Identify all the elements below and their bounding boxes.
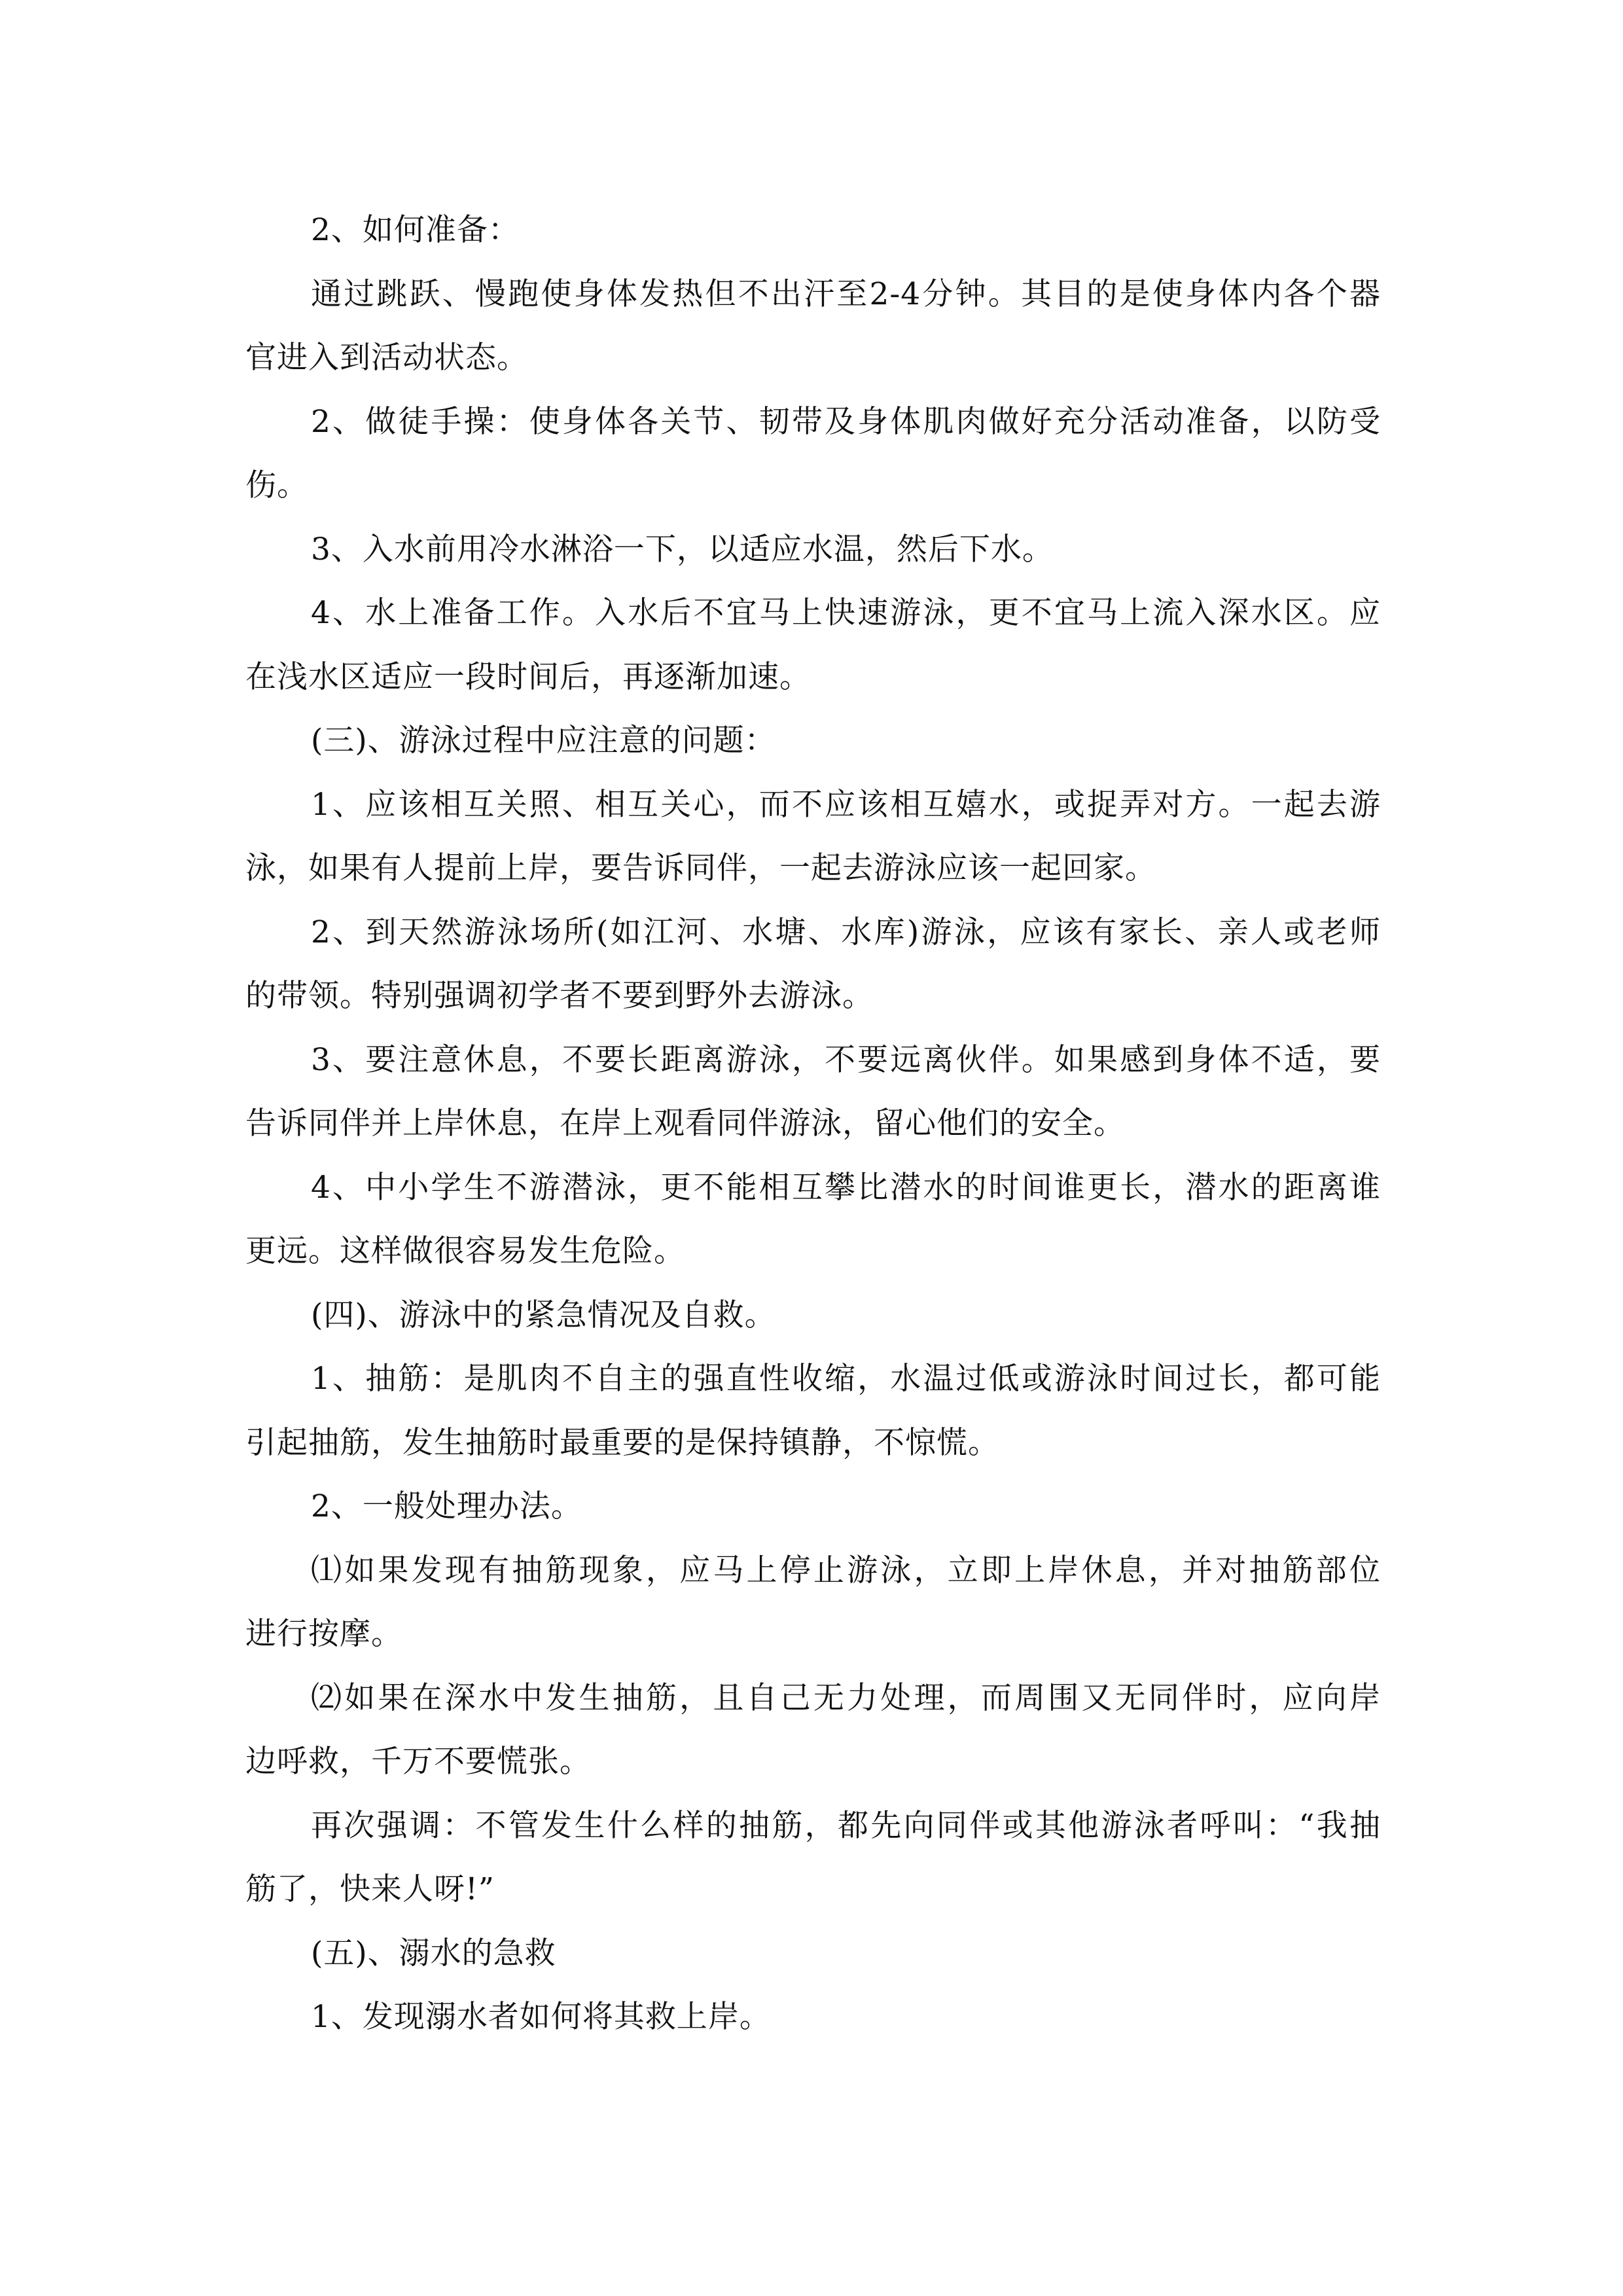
paragraph-line: 3、入水前用冷水淋浴一下，以适应水温，然后下水。 <box>311 531 1054 567</box>
paragraph-line: 泳，如果有人提前上岸，要告诉同伴，一起去游泳应该一起回家。 <box>245 850 1156 886</box>
paragraph-line: 再次强调：不管发生什么样的抽筋，都先向同伴或其他游泳者呼叫：“我抽 <box>311 1807 1381 1844</box>
paragraph-line: 进行按摩。 <box>245 1616 402 1652</box>
paragraph-line: 1、发现溺水者如何将其救上岸。 <box>311 1999 771 2035</box>
section-heading-3: (三)、游泳过程中应注意的问题： <box>311 723 776 759</box>
paragraph-line: 1、应该相互关照、相互关心，而不应该相互嬉水，或捉弄对方。一起去游 <box>311 786 1381 823</box>
body-text <box>245 198 1381 2049</box>
paragraph-line: 伤。 <box>245 467 308 503</box>
paragraph-line: 在浅水区适应一段时间后，再逐渐加速。 <box>245 658 811 695</box>
paragraph-line: 引起抽筋，发生抽筋时最重要的是保持镇静，不惊慌。 <box>245 1424 999 1461</box>
paragraph-line: 边呼救，千万不要慌张。 <box>245 1744 591 1780</box>
paragraph-line: 1、抽筋：是肌肉不自主的强直性收缩，水温过低或游泳时间过长，都可能 <box>311 1361 1381 1397</box>
paragraph-line: 4、水上准备工作。入水后不宜马上快速游泳，更不宜马上流入深水区。应 <box>311 595 1381 631</box>
paragraph-line: 3、要注意休息，不要长距离游泳，不要远离伙伴。如果感到身体不适，要 <box>311 1041 1381 1078</box>
section-heading-5: (五)、溺水的急救 <box>311 1935 556 1971</box>
section-heading-4: (四)、游泳中的紧急情况及自救。 <box>311 1297 776 1333</box>
paragraph-line: ⑴如果发现有抽筋现象，应马上停止游泳，立即上岸休息，并对抽筋部位 <box>311 1552 1381 1588</box>
paragraph-line: 4、中小学生不游潜泳，更不能相互攀比潜水的时间谁更长，潜水的距离谁 <box>311 1169 1381 1206</box>
paragraph-line: 告诉同伴并上岸休息，在岸上观看同伴游泳，留心他们的安全。 <box>245 1105 1125 1141</box>
paragraph-line: 的带领。特别强调初学者不要到野外去游泳。 <box>245 978 874 1014</box>
paragraph-line: 2、做徒手操：使身体各关节、韧带及身体肌肉做好充分活动准备，以防受 <box>311 403 1381 440</box>
paragraph-line: ⑵如果在深水中发生抽筋，且自己无力处理，而周围又无同伴时，应向岸 <box>311 1679 1381 1716</box>
paragraph-line: 2、到天然游泳场所(如江河、水塘、水库)游泳，应该有家长、亲人或老师 <box>311 914 1381 950</box>
paragraph-line: 更远。这样做很容易发生危险。 <box>245 1233 685 1269</box>
paragraph-line: 2、一般处理办法。 <box>311 1488 582 1524</box>
paragraph-line: 通过跳跃、慢跑使身体发热但不出汗至2-4分钟。其目的是使身体内各个器 <box>311 276 1381 312</box>
section-heading-prepare: 2、如何准备： <box>311 212 520 248</box>
paragraph-line: 官进入到活动状态。 <box>245 340 528 376</box>
paragraph-line: 筋了，快来人呀!” <box>245 1871 495 1907</box>
